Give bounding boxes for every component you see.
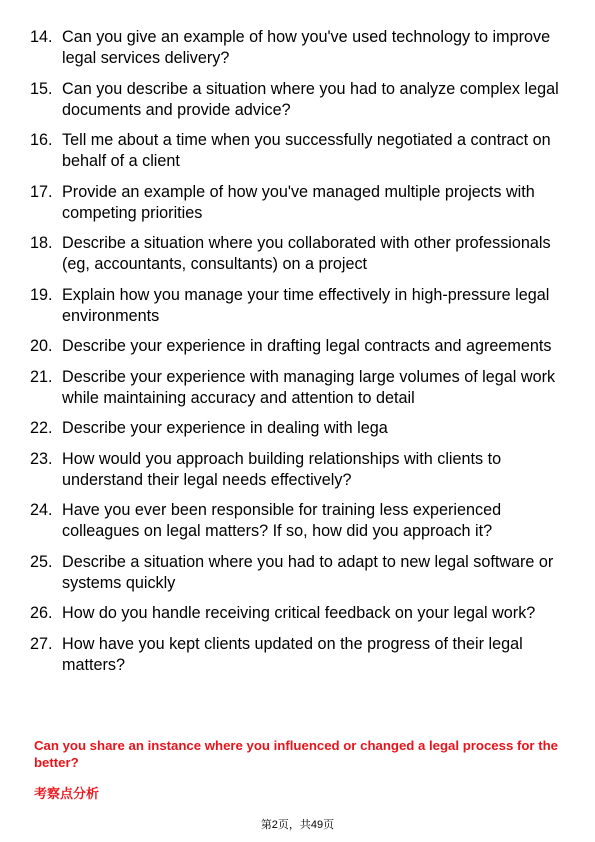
- question-text: How would you approach building relationships with clients to understand their legal needs effectively?: [62, 449, 502, 489]
- question-number: 20.: [30, 337, 53, 355]
- question-number: 23.: [30, 449, 53, 468]
- question-text: Tell me about a time when you successfully negotiated a contract on behalf of a client: [62, 131, 551, 170]
- question-number: 24.: [30, 501, 53, 519]
- question-number: 16.: [30, 131, 53, 149]
- question-number: 18.: [30, 234, 53, 252]
- list-item: [30, 603, 570, 624]
- question-number: 17.: [30, 182, 53, 201]
- list-item: [30, 79, 570, 121]
- list-item: [30, 418, 570, 439]
- list-item: [30, 634, 570, 676]
- list-item: [30, 27, 570, 69]
- list-item: [30, 449, 570, 491]
- question-number: 21.: [30, 367, 53, 386]
- question-number: 25.: [30, 552, 53, 571]
- question-text: Can you describe a situation where you had to analyze complex legal documents and provide advice?: [62, 79, 559, 119]
- list-item: [30, 552, 570, 594]
- list-item: [30, 285, 570, 327]
- list-item: [30, 500, 570, 542]
- question-text: Explain how you manage your time effectively in high-pressure legal environments: [62, 285, 550, 325]
- question-text: Can you give an example of how you've used technology to improve legal services delivery?: [62, 28, 551, 67]
- question-number: 19.: [30, 285, 53, 304]
- list-item: [30, 367, 570, 409]
- question-text: How do you handle receiving critical feedback on your legal work?: [62, 604, 536, 622]
- question-number: 14.: [30, 28, 53, 46]
- question-text: Describe your experience in dealing with lega: [62, 419, 388, 437]
- question-number: 27.: [30, 634, 53, 653]
- page-number-label: 第2页，共49页: [260, 819, 335, 831]
- question-number: 15.: [30, 79, 53, 98]
- analysis-heading: 考察点分析: [34, 786, 100, 801]
- question-text: Describe a situation where you had to adapt to new legal software or systems quickly: [62, 552, 554, 592]
- list-item: [30, 336, 570, 357]
- list-item: [30, 182, 570, 224]
- question-text: Have you ever been responsible for training less experienced colleagues on legal matters? If so, how did you approach it?: [62, 501, 502, 540]
- question-number: 26.: [30, 604, 53, 622]
- question-text: Describe a situation where you collaborated with other professionals (eg, accountants, consultants) on a project: [62, 234, 551, 273]
- question-number: 22.: [30, 419, 53, 437]
- page-footer: [0, 816, 595, 832]
- question-list: [30, 27, 570, 685]
- list-item: [30, 130, 570, 172]
- question-text: Describe your experience in drafting legal contracts and agreements: [62, 337, 552, 355]
- question-text: Provide an example of how you've managed multiple projects with competing priorities: [62, 182, 535, 222]
- question-text: How have you kept clients updated on the progress of their legal matters?: [62, 634, 523, 674]
- highlight-question: Can you share an instance where you influenced or changed a legal process for the better?: [34, 738, 558, 770]
- question-text: Describe your experience with managing large volumes of legal work while maintaining accuracy and attention to detail: [62, 367, 556, 407]
- list-item: [30, 233, 570, 275]
